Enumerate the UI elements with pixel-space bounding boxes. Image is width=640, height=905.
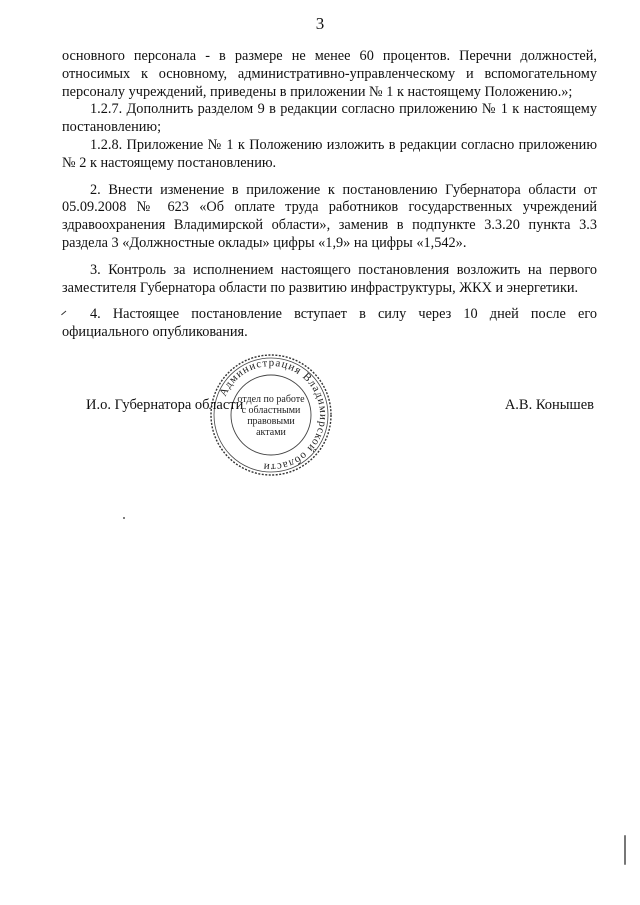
svg-text:Администрация Владимирской обл: Администрация Владимирской области — [217, 356, 330, 474]
scan-edge-mark — [624, 835, 626, 865]
svg-text:актами: актами — [256, 427, 286, 438]
paragraph-4: 4. Настоящее постановление вступает в силу через 10 дней после его официального опубликования. — [62, 306, 597, 341]
paragraph-2: 2. Внести изменение в приложение к постановлению Губернатора области от 05.09.2008 № 623 «Об оплате труда работников государственных учреждений здравоохранения Владимирской области», заменив в подпункте 3.3.20 пункта 3.3 раздела 3 «Должностные оклады» цифры «1,9» на цифры «1,542». — [62, 181, 597, 251]
svg-text:отдел по работе: отдел по работе — [237, 394, 305, 405]
paragraph-1-2-7: 1.2.7. Дополнить разделом 9 в редакции согласно приложению № 1 к настоящему постановлению; — [62, 101, 597, 136]
signature-block — [0, 397, 640, 427]
svg-text:правовыми: правовыми — [247, 416, 295, 427]
svg-text:с областными: с областными — [241, 405, 301, 416]
document-body — [62, 48, 597, 342]
signatory-name: А.В. Конышев — [504, 397, 594, 413]
page-number: 3 — [315, 14, 325, 33]
scan-speck — [123, 517, 125, 519]
paragraph-3: 3. Контроль за исполнением настоящего постановления возложить на первого заместителя Губернатора области по развитию инфраструктуры, ЖКХ и энергетики. — [62, 261, 597, 296]
signatory-position: И.о. Губернатора области — [86, 397, 244, 413]
paragraph-1-2-8: 1.2.8. Приложение № 1 к Положению изложить в редакции согласно приложению № 2 к настоящему постановлению. — [62, 136, 597, 171]
paragraph-continuation: основного персонала - в размере не менее 60 процентов. Перечни должностей, относимых к основному, административно-управленческому и вспомогательному персоналу учреждений, приведены в приложении № 1 к настоящему Положению.»; — [62, 48, 597, 100]
